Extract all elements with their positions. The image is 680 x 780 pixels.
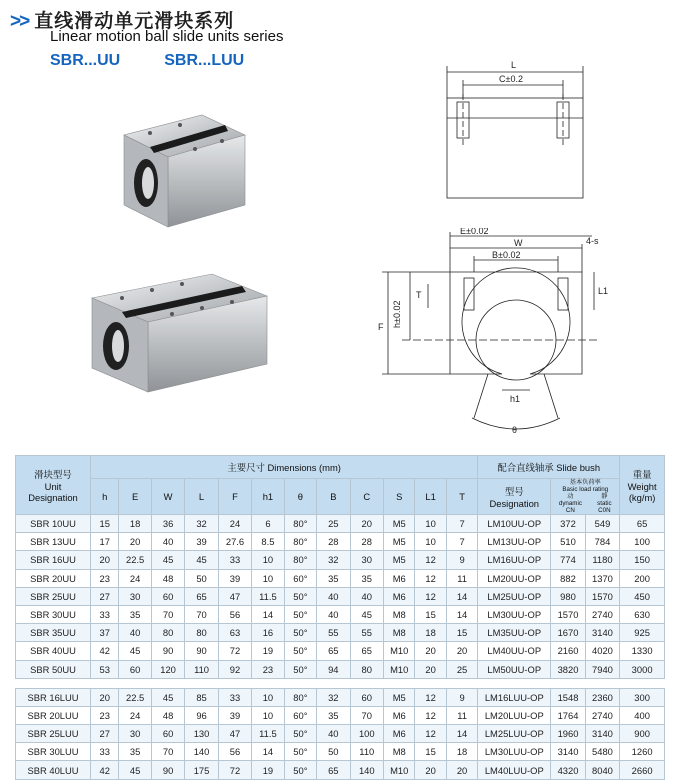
title-chinese: >> 直线滑动单元滑块系列 [10,11,235,32]
table-cell: 1370 [585,569,619,587]
table-cell: 32 [185,515,218,533]
dim-theta: θ [512,425,518,435]
table-cell: 12 [415,569,446,587]
table-cell: LM16LUU-OP [478,688,551,706]
table-cell: 1570 [551,605,585,623]
dim-w: W [514,238,523,248]
table-cell: 85 [185,688,218,706]
table-cell: 25 [446,660,477,678]
col-w: W [151,479,184,515]
table-cell: SBR 30LUU [16,743,91,761]
table-cell: 45 [350,605,383,623]
table-cell: 40 [317,725,350,743]
table-row [16,605,665,623]
table-cell: 45 [119,761,151,779]
table-cell: 20 [91,551,119,569]
table-cell: 72 [218,642,251,660]
table-cell: M5 [384,515,415,533]
table-cell: 22.5 [119,551,151,569]
col-c: C [350,479,383,515]
table-cell: 30 [119,587,151,605]
table-cell: 12 [415,706,446,724]
table-cell: 35 [119,743,151,761]
table-row [16,706,665,724]
table-cell: 2160 [551,642,585,660]
table-cell: 3820 [551,660,585,678]
table-cell: 150 [620,551,665,569]
dim-s: 4-s [586,236,599,246]
table-cell: M8 [384,624,415,642]
table-cell: 3140 [551,743,585,761]
drawing-side-view [435,58,595,208]
table-row [16,642,665,660]
table-cell: SBR 50UU [16,660,91,678]
table-cell: 8.5 [252,533,284,551]
table-cell: 18 [119,515,151,533]
table-cell: 65 [620,515,665,533]
table-cell: 23 [91,569,119,587]
table-cell: LM10UU-OP [478,515,551,533]
table-cell: 1670 [551,624,585,642]
dim-t: T [416,290,422,300]
model-series [50,52,288,70]
table-cell: 15 [91,515,119,533]
table-cell: 50 [317,743,350,761]
table-cell: 10 [252,706,284,724]
table-cell: 45 [151,551,184,569]
table-cell: 16 [252,624,284,642]
table-cell: SBR 16LUU [16,688,91,706]
table-cell: 70 [185,605,218,623]
table-cell: 2660 [620,761,665,779]
table-cell: M10 [384,660,415,678]
col-f: F [218,479,251,515]
table-cell: 400 [620,706,665,724]
dim-l: L [511,60,517,70]
chevron-icon: >> [10,11,29,32]
table-cell: SBR 13UU [16,533,91,551]
col-e: E [119,479,151,515]
hdr-unit: 滑块型号 Unit Designation [16,456,91,515]
table-row [16,743,665,761]
col-l1: L1 [415,479,446,515]
table-cell: SBR 40UU [16,642,91,660]
table-cell: 39 [218,706,251,724]
table-cell: 36 [151,515,184,533]
table-cell: 50° [284,624,316,642]
table-cell: 10 [252,551,284,569]
table-cell: 130 [185,725,218,743]
dim-f: F [378,322,384,332]
table-row [16,660,665,678]
table-cell: 20 [415,761,446,779]
table-cell: 8040 [585,761,619,779]
table-cell: 40 [350,587,383,605]
table-cell: 774 [551,551,585,569]
table-cell: 63 [218,624,251,642]
table-cell: 50 [185,569,218,587]
table-cell: LM30UU-OP [478,605,551,623]
model-uu: SBR...UU [50,52,121,69]
table-cell: 35 [317,569,350,587]
table-cell: 15 [446,624,477,642]
table-cell: 24 [119,706,151,724]
table-cell: 9 [446,688,477,706]
table-cell: SBR 30UU [16,605,91,623]
col-h: h [91,479,119,515]
table-cell: SBR 40LUU [16,761,91,779]
dim-l1: L1 [598,286,609,296]
table-cell: 48 [151,569,184,587]
table-cell: M6 [384,706,415,724]
table-cell: SBR 16UU [16,551,91,569]
table-cell: 48 [151,706,184,724]
table-cell: 12 [415,688,446,706]
table-cell: 14 [446,725,477,743]
col-l: L [185,479,218,515]
table-cell: 24 [218,515,251,533]
table-cell: 3140 [585,624,619,642]
table-row [16,624,665,642]
table-cell: 60° [284,569,316,587]
col-h1: h1 [252,479,284,515]
table-cell: 20 [446,761,477,779]
table-cell: 50° [284,725,316,743]
table-cell: 19 [252,761,284,779]
table-cell: LM40LUU-OP [478,761,551,779]
table-cell: M6 [384,569,415,587]
table-cell: 10 [252,569,284,587]
table-cell: 24 [119,569,151,587]
table-cell: 42 [91,642,119,660]
table-cell: 47 [218,725,251,743]
table-cell: 882 [551,569,585,587]
table-cell: 33 [91,743,119,761]
table-cell: 300 [620,688,665,706]
table-cell: 50° [284,743,316,761]
dim-e: E±0.02 [460,228,489,236]
table-cell: M6 [384,587,415,605]
table-cell: 7 [446,515,477,533]
table-cell: 5480 [585,743,619,761]
table-cell: 20 [119,533,151,551]
table-cell: 50° [284,642,316,660]
product-photo-uu [110,105,260,235]
table-cell: 12 [415,587,446,605]
table-cell: 80 [151,624,184,642]
table-cell: 14 [446,587,477,605]
table-cell: 7 [446,533,477,551]
col-bush-designation: 型号 Designation [478,479,551,515]
table-cell: 20 [446,642,477,660]
table-cell: LM30LUU-OP [478,743,551,761]
dim-c: C±0.2 [499,74,523,84]
table-cell: 40 [317,587,350,605]
table-row [16,515,665,533]
table-cell: 3000 [620,660,665,678]
table-cell: 11.5 [252,725,284,743]
table-cell: 3140 [585,725,619,743]
table-cell: 60 [119,660,151,678]
table-cell: SBR 25LUU [16,725,91,743]
table-cell: 1960 [551,725,585,743]
table-cell: 19 [252,642,284,660]
table-cell: 60 [151,587,184,605]
title-english: Linear motion ball slide units series [50,28,284,45]
table-cell: 45 [185,551,218,569]
dim-b: B±0.02 [492,250,521,260]
table-cell: 1548 [551,688,585,706]
dim-h: h±0.02 [392,300,402,328]
hdr-slide-bush: 配合直线轴承 Slide bush [478,456,620,479]
table-cell: M8 [384,605,415,623]
table-cell: 27 [91,725,119,743]
table-cell: 23 [91,706,119,724]
table-cell: 50° [284,660,316,678]
table-cell: 33 [91,605,119,623]
table-row [16,688,665,706]
table-cell: LM20LUU-OP [478,706,551,724]
table-row [16,587,665,605]
table-cell: 120 [151,660,184,678]
table-cell: 90 [151,761,184,779]
table-cell: 70 [350,706,383,724]
table-cell: 80 [185,624,218,642]
table-cell: 100 [620,533,665,551]
table-cell: LM16UU-OP [478,551,551,569]
table-cell: 35 [119,605,151,623]
table-cell: 80° [284,533,316,551]
table-cell: M10 [384,642,415,660]
table-cell: 33 [218,551,251,569]
table-cell: 784 [585,533,619,551]
table-cell: 25 [317,515,350,533]
hdr-weight: 重量 Weight (kg/m) [620,456,665,515]
table-row [16,761,665,779]
table-cell: 14 [252,743,284,761]
table-cell: 110 [350,743,383,761]
table-cell: 2360 [585,688,619,706]
table-cell: LM40UU-OP [478,642,551,660]
table-cell: 30 [350,551,383,569]
table-cell: 9 [446,551,477,569]
table-cell: 42 [91,761,119,779]
table-cell: 925 [620,624,665,642]
table-cell: SBR 20LUU [16,706,91,724]
table-cell: 39 [218,569,251,587]
table-cell: 30 [119,725,151,743]
table-cell: 20 [415,642,446,660]
table-cell: 80° [284,515,316,533]
dim-h1: h1 [510,394,521,404]
table-cell: 28 [317,533,350,551]
table-cell: M8 [384,743,415,761]
hdr-dimensions: 主要尺寸 Dimensions (mm) [91,456,478,479]
table-cell: 6 [252,515,284,533]
table-cell: 12 [415,551,446,569]
model-luu: SBR...LUU [164,52,245,69]
table-cell: 140 [185,743,218,761]
table-cell: 90 [185,642,218,660]
table-cell: SBR 10UU [16,515,91,533]
table-cell: 96 [185,706,218,724]
table-cell: 28 [350,533,383,551]
table-cell: 1260 [620,743,665,761]
table-cell: 50° [284,761,316,779]
table-cell: 80° [284,551,316,569]
table-cell: 80 [350,660,383,678]
col-s: S [384,479,415,515]
col-dynamic: 动 dynamic CN [558,493,582,514]
table-cell: LM50UU-OP [478,660,551,678]
table-cell: 22.5 [119,688,151,706]
table-cell: M10 [384,761,415,779]
table-cell: 35 [350,569,383,587]
table-cell: 450 [620,587,665,605]
table-cell: 2740 [585,605,619,623]
table-cell: 549 [585,515,619,533]
table-cell: LM13UU-OP [478,533,551,551]
table-cell: 37 [91,624,119,642]
table-cell: 200 [620,569,665,587]
spec-table [15,455,665,780]
table-cell: 372 [551,515,585,533]
table-cell: 27 [91,587,119,605]
table-row [16,569,665,587]
table-cell: SBR 25UU [16,587,91,605]
table-cell: 15 [415,743,446,761]
table-cell: 40 [119,624,151,642]
table-cell: 45 [119,642,151,660]
table-cell: 65 [350,642,383,660]
table-cell: 65 [317,642,350,660]
table-cell: 18 [415,624,446,642]
table-cell: 10 [415,515,446,533]
table-cell: 11 [446,706,477,724]
table-cell: 1570 [585,587,619,605]
table-cell: 60 [350,688,383,706]
table-cell: 27.6 [218,533,251,551]
table-cell: SBR 20UU [16,569,91,587]
table-cell: 14 [252,605,284,623]
table-cell: 90 [151,642,184,660]
table-cell: 35 [317,706,350,724]
table-row [16,551,665,569]
table-cell: 40 [317,605,350,623]
table-cell: 100 [350,725,383,743]
table-cell: 53 [91,660,119,678]
table-cell: 39 [185,533,218,551]
table-cell: M5 [384,551,415,569]
table-cell: 70 [151,743,184,761]
table-cell: 45 [151,688,184,706]
table-cell: 175 [185,761,218,779]
table-cell: LM35UU-OP [478,624,551,642]
table-cell: 32 [317,688,350,706]
table-cell: M5 [384,533,415,551]
table-cell: 510 [551,533,585,551]
table-cell: 20 [91,688,119,706]
table-cell: 900 [620,725,665,743]
table-cell: 14 [446,605,477,623]
table-cell: 23 [252,660,284,678]
table-cell: 2740 [585,706,619,724]
table-cell: 55 [317,624,350,642]
table-cell: 80° [284,688,316,706]
table-cell: 72 [218,761,251,779]
table-cell: 47 [218,587,251,605]
table-cell: 630 [620,605,665,623]
table-cell: 1764 [551,706,585,724]
table-cell: 33 [218,688,251,706]
table-cell: 4320 [551,761,585,779]
table-cell: 65 [185,587,218,605]
table-cell: 92 [218,660,251,678]
table-cell: 65 [317,761,350,779]
table-cell: 4020 [585,642,619,660]
product-photo-luu [82,268,277,398]
col-t: T [446,479,477,515]
table-cell: 56 [218,743,251,761]
table-cell: 1330 [620,642,665,660]
table-cell: 20 [350,515,383,533]
table-cell: 110 [185,660,218,678]
table-cell: 10 [415,533,446,551]
table-cell: 50° [284,605,316,623]
table-cell: 94 [317,660,350,678]
table-spacer [16,678,665,688]
table-cell: M5 [384,688,415,706]
table-cell: SBR 35UU [16,624,91,642]
table-cell: 32 [317,551,350,569]
drawing-front-view [362,228,612,438]
table-row [16,533,665,551]
table-cell: 1180 [585,551,619,569]
table-cell: 70 [151,605,184,623]
table-cell: 15 [415,605,446,623]
table-cell: 12 [415,725,446,743]
col-load-rating: 基本负荷率 Basic load rating 动 dynamic CN 静 static C0N [551,479,620,515]
table-cell: 60 [151,725,184,743]
table-cell: 18 [446,743,477,761]
table-cell: 10 [252,688,284,706]
col-static: 静 static C0N [597,493,612,514]
table-cell: M6 [384,725,415,743]
table-cell: 7940 [585,660,619,678]
table-cell: LM20UU-OP [478,569,551,587]
table-cell: 60° [284,706,316,724]
col-b: B [317,479,350,515]
table-cell: 140 [350,761,383,779]
table-cell: 17 [91,533,119,551]
table-cell: 50° [284,587,316,605]
table-cell: 20 [415,660,446,678]
table-cell: 980 [551,587,585,605]
table-cell: 11 [446,569,477,587]
table-cell: 40 [151,533,184,551]
table-cell: 11.5 [252,587,284,605]
table-cell: 56 [218,605,251,623]
table-row [16,725,665,743]
col-theta: θ [284,479,316,515]
table-cell: LM25LUU-OP [478,725,551,743]
table-cell: LM25UU-OP [478,587,551,605]
table-cell: 55 [350,624,383,642]
